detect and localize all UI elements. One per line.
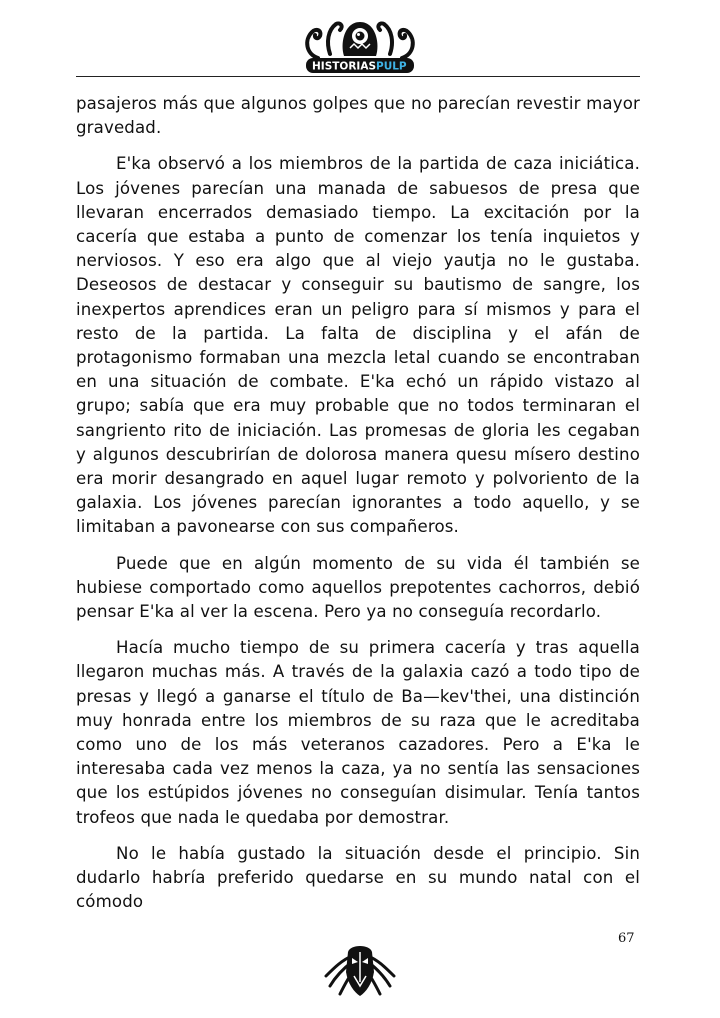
paragraph: Hacía mucho tiempo de su primera cacería y tras aquella llegaron muchas más. A través de la galaxia cazó a todo tipo de presas y llegó a ganarse el título de Ba—kev'thei, una distinción muy honrada entre los miembros de su raza que le acreditaba como uno de los más veteranos cazadores. Pero a E'ka le interesaba cada vez menos la caza, ya no sentía las sensaciones que los estúpidos jóvenes no conseguían disimular. Tenía tantos trofeos que nada le quedaba por demostrar.	[76, 638, 640, 827]
page-body	[76, 92, 640, 927]
svg-text:HISTORIAS: HISTORIAS	[312, 60, 377, 73]
paragraph: E'ka observó a los miembros de la partida de caza iniciática. Los jóvenes parecían una manada de sabuesos de presa que llevaran encerrados demasiado tiempo. La excitación por la cacería que estaba a punto de comenzar los tenía inquietos y nerviosos. Y eso era algo que al viejo yautja no le gustaba. Deseosos de destacar y conseguir su bautismo de sangre, los inexpertos aprendices eran un peligro para sí mismos y para el resto de la partida. La falta de disciplina y el afán de protagonismo formaban una mezcla letal cuando se encontraban en una situación de combate. E'ka echó un rápido vistazo al grupo; sabía que era muy probable que no todos terminaran el sangriento rito de iniciación. Las promesas de gloria les cegaban y algunos descubrirían de dolorosa manera quesu mísero destino era morir desangrado en aquel lugar remoto y polvoriento de la galaxia. Los jóvenes parecían ignorantes a todo aquello, y se limitaban a pavonearse con sus compañeros.	[76, 154, 640, 537]
svg-text:PULP: PULP	[376, 60, 407, 73]
header-divider	[76, 76, 640, 77]
predator-mask-icon	[322, 942, 398, 1000]
paragraph: Puede que en algún momento de su vida él también se hubiese comportado como aquellos prepotentes cachorros, debió pensar E'ka al ver la escena. Pero ya no conseguía recordarlo.	[76, 553, 640, 622]
paragraph: No le había gustado la situación desde el principio. Sin dudarlo habría preferido quedarse en su mundo natal con el cómodo	[76, 843, 640, 912]
historias-pulp-logo	[300, 14, 420, 76]
page-number: 67	[618, 931, 635, 946]
paragraph-continuation: pasajeros más que algunos golpes que no parecían revestir mayor gravedad.	[76, 94, 640, 138]
